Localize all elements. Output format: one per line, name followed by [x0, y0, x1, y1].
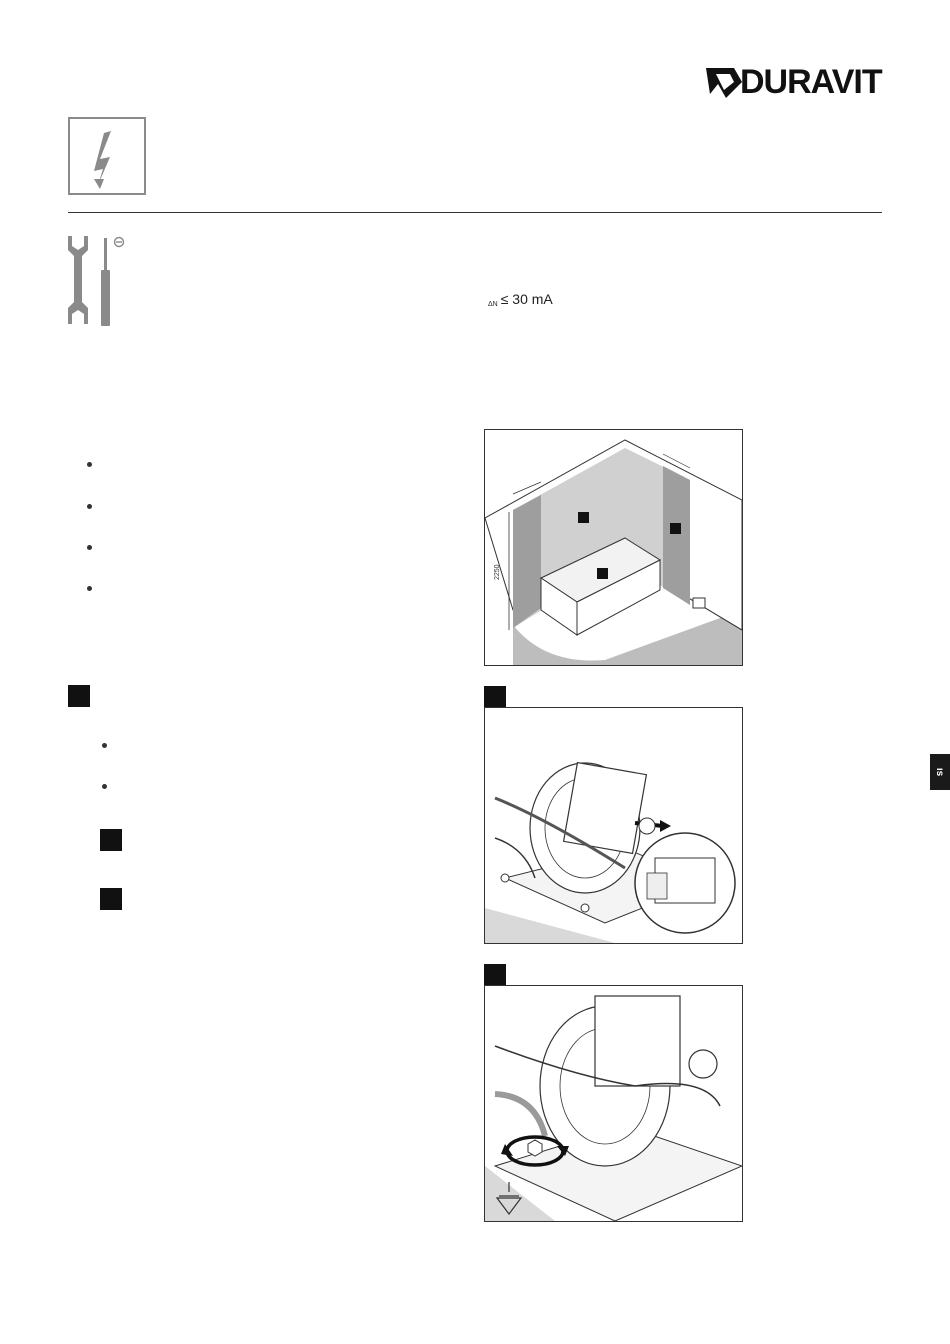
zone-marker [597, 568, 608, 579]
zone-marker [670, 523, 681, 534]
pump-terminal-illustration [485, 708, 742, 943]
rcd-rating [488, 291, 553, 308]
duravit-bird-icon [704, 58, 744, 104]
substep-marker [100, 888, 122, 910]
step-marker [68, 685, 90, 707]
list-bullet [102, 743, 107, 748]
rcd-value: ≤ 30 mA [500, 291, 553, 307]
list-bullet [87, 586, 92, 591]
side-tab-label: ıs [934, 767, 946, 777]
lightning-bolt-icon [70, 119, 144, 193]
zone-marker [578, 512, 589, 523]
figure-step-marker [484, 686, 506, 708]
pump-earthing-illustration [485, 986, 742, 1221]
rcd-subscript: ΔN [488, 301, 498, 308]
logo-wordmark: DURAVIT [740, 63, 882, 101]
list-bullet [87, 462, 92, 467]
bathroom-zones-figure [484, 429, 743, 666]
substep-marker [100, 829, 122, 851]
socket-icon [693, 598, 705, 608]
zone-height-label: 2250 [494, 564, 501, 580]
figure-step-marker [484, 964, 506, 986]
wrench-screwdriver-icon [62, 232, 132, 328]
pump-earth-figure [484, 985, 743, 1222]
language-side-tab [930, 754, 950, 790]
electrical-warning-box [68, 117, 146, 195]
bathroom-zones-illustration [485, 430, 742, 665]
list-bullet [102, 784, 107, 789]
pump-cable-figure [484, 707, 743, 944]
list-bullet [87, 504, 92, 509]
list-bullet [87, 545, 92, 550]
header-divider [68, 212, 882, 213]
brand-logo [700, 58, 892, 104]
